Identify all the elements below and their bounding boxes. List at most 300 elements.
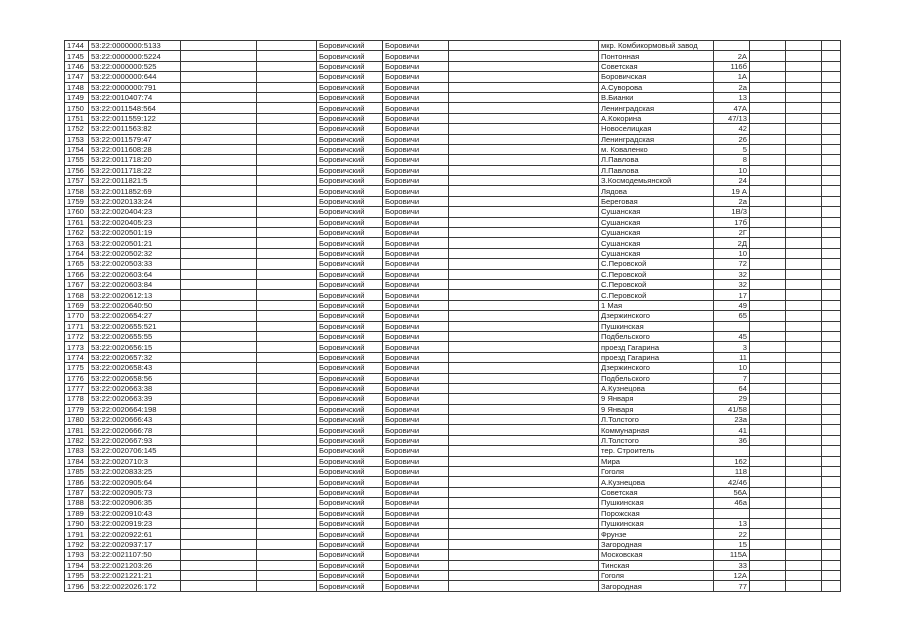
house-number-cell: 2а <box>714 196 750 206</box>
city-cell: Боровичи <box>383 124 449 134</box>
row-number-cell: 1762 <box>65 228 89 238</box>
empty-cell <box>786 550 822 560</box>
empty-cell <box>786 342 822 352</box>
table-row <box>65 477 841 487</box>
empty-cell <box>257 165 317 175</box>
street-cell: Гоголя <box>599 570 714 580</box>
empty-cell <box>449 165 599 175</box>
street-cell: С.Перовской <box>599 290 714 300</box>
street-cell: 9 Января <box>599 394 714 404</box>
street-cell: Л.Павлова <box>599 155 714 165</box>
empty-cell <box>449 342 599 352</box>
street-cell: А.Кузнецова <box>599 383 714 393</box>
empty-cell <box>822 228 841 238</box>
table-row <box>65 51 841 61</box>
empty-cell <box>750 373 786 383</box>
empty-cell <box>449 394 599 404</box>
house-number-cell: 33 <box>714 560 750 570</box>
empty-cell <box>750 518 786 528</box>
empty-cell <box>449 41 599 51</box>
city-cell: Боровичи <box>383 290 449 300</box>
empty-cell <box>822 539 841 549</box>
empty-cell <box>750 508 786 518</box>
empty-cell <box>822 124 841 134</box>
cadastral-number-cell: 53:22:0020710:3 <box>89 456 181 466</box>
row-number-cell: 1792 <box>65 539 89 549</box>
empty-cell <box>257 487 317 497</box>
cadastral-number-cell: 53:22:0020501:19 <box>89 228 181 238</box>
empty-cell <box>449 383 599 393</box>
empty-cell <box>786 570 822 580</box>
empty-cell <box>822 279 841 289</box>
street-cell: мкр. Комбикормовый завод <box>599 41 714 51</box>
table-row <box>65 238 841 248</box>
empty-cell <box>750 383 786 393</box>
empty-cell <box>257 446 317 456</box>
cadastral-number-cell: 53:22:0020612:13 <box>89 290 181 300</box>
empty-cell <box>822 72 841 82</box>
empty-cell <box>257 238 317 248</box>
district-cell: Боровичский <box>317 61 383 71</box>
district-cell: Боровичский <box>317 72 383 82</box>
house-number-cell: 2а <box>714 82 750 92</box>
empty-cell <box>449 72 599 82</box>
empty-cell <box>750 103 786 113</box>
empty-cell <box>750 279 786 289</box>
empty-cell <box>750 228 786 238</box>
empty-cell <box>181 155 257 165</box>
district-cell: Боровичский <box>317 394 383 404</box>
empty-cell <box>181 269 257 279</box>
empty-cell <box>822 259 841 269</box>
row-number-cell: 1772 <box>65 331 89 341</box>
empty-cell <box>750 269 786 279</box>
empty-cell <box>257 342 317 352</box>
empty-cell <box>257 144 317 154</box>
row-number-cell: 1764 <box>65 248 89 258</box>
cadastral-number-cell: 53:22:0020654:27 <box>89 311 181 321</box>
row-number-cell: 1767 <box>65 279 89 289</box>
empty-cell <box>786 41 822 51</box>
house-number-cell: 116б <box>714 61 750 71</box>
cadastral-number-cell: 53:22:0020833:25 <box>89 467 181 477</box>
house-number-cell: 2Д <box>714 238 750 248</box>
cadastral-number-cell: 53:22:0020906:35 <box>89 498 181 508</box>
cadastral-number-cell: 53:22:0000000:791 <box>89 82 181 92</box>
empty-cell <box>822 331 841 341</box>
row-number-cell: 1770 <box>65 311 89 321</box>
empty-cell <box>449 103 599 113</box>
empty-cell <box>181 259 257 269</box>
cadastral-number-cell: 53:22:0020655:55 <box>89 331 181 341</box>
house-number-cell: 47А <box>714 103 750 113</box>
row-number-cell: 1744 <box>65 41 89 51</box>
empty-cell <box>181 51 257 61</box>
empty-cell <box>750 581 786 591</box>
table-row <box>65 41 841 51</box>
empty-cell <box>786 228 822 238</box>
empty-cell <box>786 72 822 82</box>
cadastral-number-cell: 53:22:0020905:64 <box>89 477 181 487</box>
city-cell: Боровичи <box>383 373 449 383</box>
empty-cell <box>786 363 822 373</box>
empty-cell <box>822 415 841 425</box>
city-cell: Боровичи <box>383 92 449 102</box>
empty-cell <box>750 92 786 102</box>
district-cell: Боровичский <box>317 560 383 570</box>
row-number-cell: 1756 <box>65 165 89 175</box>
district-cell: Боровичский <box>317 196 383 206</box>
empty-cell <box>786 207 822 217</box>
district-cell: Боровичский <box>317 498 383 508</box>
row-number-cell: 1781 <box>65 425 89 435</box>
cadastral-number-cell: 53:22:0020922:61 <box>89 529 181 539</box>
empty-cell <box>750 217 786 227</box>
empty-cell <box>822 373 841 383</box>
empty-cell <box>786 103 822 113</box>
district-cell: Боровичский <box>317 82 383 92</box>
row-number-cell: 1789 <box>65 508 89 518</box>
district-cell: Боровичский <box>317 311 383 321</box>
empty-cell <box>257 570 317 580</box>
street-cell: С.Перовской <box>599 259 714 269</box>
empty-cell <box>181 363 257 373</box>
district-cell: Боровичский <box>317 446 383 456</box>
empty-cell <box>822 467 841 477</box>
empty-cell <box>786 165 822 175</box>
row-number-cell: 1780 <box>65 415 89 425</box>
empty-cell <box>449 529 599 539</box>
street-cell: Московская <box>599 550 714 560</box>
empty-cell <box>822 394 841 404</box>
empty-cell <box>449 217 599 227</box>
empty-cell <box>822 404 841 414</box>
table-row <box>65 373 841 383</box>
empty-cell <box>181 529 257 539</box>
empty-cell <box>449 144 599 154</box>
empty-cell <box>822 498 841 508</box>
empty-cell <box>257 456 317 466</box>
city-cell: Боровичи <box>383 155 449 165</box>
empty-cell <box>257 311 317 321</box>
district-cell: Боровичский <box>317 300 383 310</box>
house-number-cell: 2Г <box>714 228 750 238</box>
empty-cell <box>750 394 786 404</box>
house-number-cell: 2А <box>714 51 750 61</box>
empty-cell <box>181 498 257 508</box>
cadastral-number-cell: 53:22:0011608:28 <box>89 144 181 154</box>
table-row <box>65 570 841 580</box>
empty-cell <box>786 61 822 71</box>
city-cell: Боровичи <box>383 113 449 123</box>
street-cell: В.Бианки <box>599 92 714 102</box>
cadastral-number-cell: 53:22:0000000:525 <box>89 61 181 71</box>
cadastral-number-cell: 53:22:0022026:172 <box>89 581 181 591</box>
empty-cell <box>750 61 786 71</box>
empty-cell <box>786 176 822 186</box>
cadastral-number-cell: 53:22:0021203:26 <box>89 560 181 570</box>
cadastral-number-cell: 53:22:0020706:145 <box>89 446 181 456</box>
row-number-cell: 1753 <box>65 134 89 144</box>
street-cell: Гоголя <box>599 467 714 477</box>
empty-cell <box>257 51 317 61</box>
empty-cell <box>181 61 257 71</box>
table-row <box>65 321 841 331</box>
district-cell: Боровичский <box>317 435 383 445</box>
cadastral-number-cell: 53:22:0020603:64 <box>89 269 181 279</box>
empty-cell <box>822 92 841 102</box>
empty-cell <box>449 248 599 258</box>
empty-cell <box>449 259 599 269</box>
empty-cell <box>181 560 257 570</box>
table-row <box>65 394 841 404</box>
empty-cell <box>181 487 257 497</box>
empty-cell <box>786 352 822 362</box>
city-cell: Боровичи <box>383 342 449 352</box>
empty-cell <box>750 477 786 487</box>
city-cell: Боровичи <box>383 456 449 466</box>
empty-cell <box>822 248 841 258</box>
empty-cell <box>786 508 822 518</box>
empty-cell <box>181 300 257 310</box>
empty-cell <box>449 352 599 362</box>
empty-cell <box>822 165 841 175</box>
district-cell: Боровичский <box>317 363 383 373</box>
empty-cell <box>449 113 599 123</box>
empty-cell <box>750 529 786 539</box>
empty-cell <box>786 456 822 466</box>
district-cell: Боровичский <box>317 113 383 123</box>
empty-cell <box>786 196 822 206</box>
empty-cell <box>449 560 599 570</box>
empty-cell <box>181 435 257 445</box>
row-number-cell: 1755 <box>65 155 89 165</box>
table-row <box>65 207 841 217</box>
city-cell: Боровичи <box>383 207 449 217</box>
street-cell: Подбельского <box>599 331 714 341</box>
empty-cell <box>257 529 317 539</box>
cadastral-number-cell: 53:22:0021221:21 <box>89 570 181 580</box>
empty-cell <box>750 155 786 165</box>
empty-cell <box>786 560 822 570</box>
row-number-cell: 1752 <box>65 124 89 134</box>
row-number-cell: 1747 <box>65 72 89 82</box>
empty-cell <box>822 300 841 310</box>
house-number-cell: 29 <box>714 394 750 404</box>
empty-cell <box>750 124 786 134</box>
table-row <box>65 82 841 92</box>
row-number-cell: 1746 <box>65 61 89 71</box>
empty-cell <box>449 207 599 217</box>
house-number-cell: 23а <box>714 415 750 425</box>
table-row <box>65 165 841 175</box>
cadastral-number-cell: 53:22:0020503:33 <box>89 259 181 269</box>
city-cell: Боровичи <box>383 518 449 528</box>
empty-cell <box>257 134 317 144</box>
empty-cell <box>257 269 317 279</box>
row-number-cell: 1768 <box>65 290 89 300</box>
house-number-cell: 36 <box>714 435 750 445</box>
city-cell: Боровичи <box>383 331 449 341</box>
empty-cell <box>181 550 257 560</box>
house-number-cell: 10 <box>714 363 750 373</box>
empty-cell <box>750 176 786 186</box>
city-cell: Боровичи <box>383 321 449 331</box>
empty-cell <box>786 311 822 321</box>
house-number-cell <box>714 508 750 518</box>
table-row <box>65 487 841 497</box>
street-cell: м. Коваленко <box>599 144 714 154</box>
table-row <box>65 134 841 144</box>
cadastral-number-cell: 53:22:0020502:32 <box>89 248 181 258</box>
table-row <box>65 363 841 373</box>
city-cell: Боровичи <box>383 477 449 487</box>
house-number-cell: 13 <box>714 518 750 528</box>
district-cell: Боровичский <box>317 217 383 227</box>
empty-cell <box>822 103 841 113</box>
city-cell: Боровичи <box>383 363 449 373</box>
district-cell: Боровичский <box>317 321 383 331</box>
empty-cell <box>750 487 786 497</box>
empty-cell <box>257 217 317 227</box>
city-cell: Боровичи <box>383 61 449 71</box>
district-cell: Боровичский <box>317 228 383 238</box>
street-cell: А.Кокорина <box>599 113 714 123</box>
house-number-cell <box>714 41 750 51</box>
row-number-cell: 1757 <box>65 176 89 186</box>
house-number-cell: 1А <box>714 72 750 82</box>
house-number-cell: 42/46 <box>714 477 750 487</box>
empty-cell <box>257 415 317 425</box>
district-cell: Боровичский <box>317 487 383 497</box>
empty-cell <box>822 487 841 497</box>
district-cell: Боровичский <box>317 279 383 289</box>
street-cell: А.Суворова <box>599 82 714 92</box>
city-cell: Боровичи <box>383 467 449 477</box>
district-cell: Боровичский <box>317 373 383 383</box>
empty-cell <box>257 518 317 528</box>
empty-cell <box>750 82 786 92</box>
street-cell: Сушанская <box>599 238 714 248</box>
cadastral-number-cell: 53:22:0020937:17 <box>89 539 181 549</box>
cadastral-number-cell: 53:22:0020663:38 <box>89 383 181 393</box>
city-cell: Боровичи <box>383 82 449 92</box>
district-cell: Боровичский <box>317 529 383 539</box>
empty-cell <box>750 311 786 321</box>
row-number-cell: 1790 <box>65 518 89 528</box>
empty-cell <box>786 581 822 591</box>
row-number-cell: 1777 <box>65 383 89 393</box>
row-number-cell: 1749 <box>65 92 89 102</box>
street-cell: Дзержинского <box>599 311 714 321</box>
street-cell: Понтонная <box>599 51 714 61</box>
street-cell: Советская <box>599 61 714 71</box>
city-cell: Боровичи <box>383 41 449 51</box>
empty-cell <box>750 186 786 196</box>
empty-cell <box>786 259 822 269</box>
street-cell: Береговая <box>599 196 714 206</box>
empty-cell <box>750 259 786 269</box>
empty-cell <box>181 103 257 113</box>
empty-cell <box>449 238 599 248</box>
empty-cell <box>750 165 786 175</box>
street-cell: Загородная <box>599 581 714 591</box>
empty-cell <box>750 435 786 445</box>
table-row <box>65 300 841 310</box>
empty-cell <box>181 581 257 591</box>
house-number-cell: 118 <box>714 467 750 477</box>
row-number-cell: 1782 <box>65 435 89 445</box>
city-cell: Боровичи <box>383 248 449 258</box>
cadastral-number-cell: 53:22:0011579:47 <box>89 134 181 144</box>
cadastral-number-cell: 53:22:0021107:50 <box>89 550 181 560</box>
empty-cell <box>750 539 786 549</box>
cadastral-number-cell: 53:22:0000000:5224 <box>89 51 181 61</box>
empty-cell <box>181 92 257 102</box>
empty-cell <box>750 196 786 206</box>
empty-cell <box>257 321 317 331</box>
row-number-cell: 1759 <box>65 196 89 206</box>
cadastral-number-cell: 53:22:0011563:82 <box>89 124 181 134</box>
city-cell: Боровичи <box>383 51 449 61</box>
street-cell: Л.Толстого <box>599 415 714 425</box>
empty-cell <box>786 487 822 497</box>
district-cell: Боровичский <box>317 508 383 518</box>
cadastral-number-cell: 53:22:0020666:78 <box>89 425 181 435</box>
house-number-cell: 32 <box>714 269 750 279</box>
empty-cell <box>786 394 822 404</box>
house-number-cell: 17 <box>714 290 750 300</box>
house-number-cell: 32 <box>714 279 750 289</box>
empty-cell <box>786 435 822 445</box>
table-row <box>65 415 841 425</box>
table-row <box>65 446 841 456</box>
empty-cell <box>181 176 257 186</box>
district-cell: Боровичский <box>317 518 383 528</box>
street-cell: С.Перовской <box>599 279 714 289</box>
empty-cell <box>181 518 257 528</box>
cadastral-number-cell: 53:22:0020658:43 <box>89 363 181 373</box>
empty-cell <box>449 467 599 477</box>
house-number-cell: 13 <box>714 92 750 102</box>
empty-cell <box>257 331 317 341</box>
cadastral-number-cell: 53:22:0020919:23 <box>89 518 181 528</box>
district-cell: Боровичский <box>317 383 383 393</box>
district-cell: Боровичский <box>317 41 383 51</box>
empty-cell <box>257 404 317 414</box>
cadastral-number-cell: 53:22:0020404:23 <box>89 207 181 217</box>
empty-cell <box>822 529 841 539</box>
empty-cell <box>449 176 599 186</box>
table-row <box>65 228 841 238</box>
house-number-cell: 26 <box>714 134 750 144</box>
empty-cell <box>257 467 317 477</box>
empty-cell <box>181 415 257 425</box>
table-row <box>65 581 841 591</box>
cadastral-number-cell: 53:22:0020655:521 <box>89 321 181 331</box>
city-cell: Боровичи <box>383 425 449 435</box>
street-cell: Сушанская <box>599 207 714 217</box>
empty-cell <box>449 446 599 456</box>
table-row <box>65 176 841 186</box>
empty-cell <box>822 342 841 352</box>
empty-cell <box>449 508 599 518</box>
cadastral-number-cell: 53:22:0011821:5 <box>89 176 181 186</box>
empty-cell <box>822 456 841 466</box>
empty-cell <box>786 124 822 134</box>
empty-cell <box>257 539 317 549</box>
table-row <box>65 72 841 82</box>
